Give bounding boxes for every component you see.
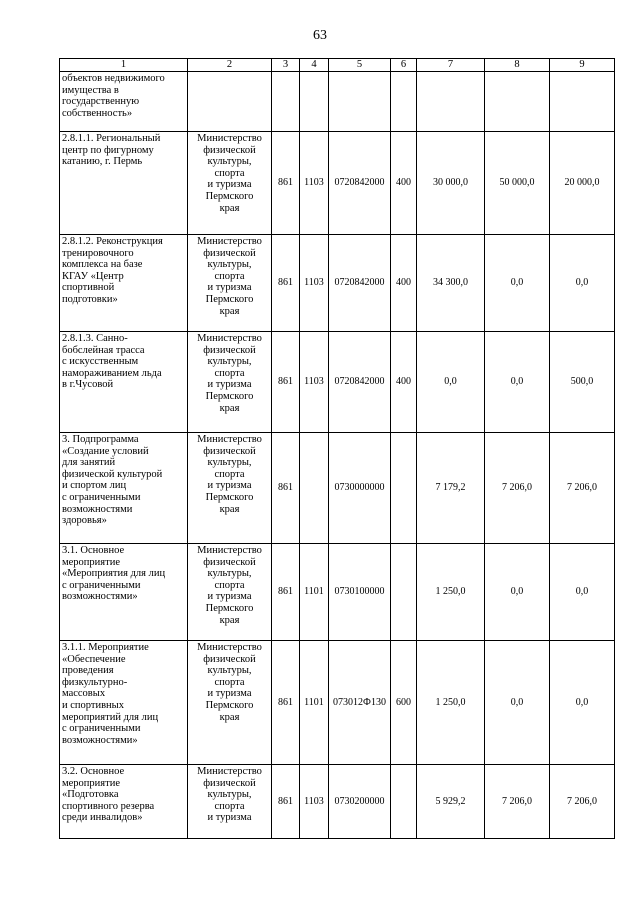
column-header: 4 [300, 59, 329, 72]
page-number: 63 [313, 28, 327, 43]
target-code-cell: 0730000000 [329, 433, 391, 544]
item-name: 2.8.1.1. Региональный центр по фигурному катанию, г. Пермь [60, 132, 188, 235]
expense-type-cell [391, 544, 417, 641]
section-cell: 1103 [300, 235, 329, 332]
amount-cell: 0,0 [550, 235, 615, 332]
amount-cell: 7 206,0 [550, 765, 615, 839]
table-row [60, 544, 615, 641]
table-row [60, 332, 615, 433]
item-name: 2.8.1.3. Санно- бобслейная трасса с искусственным намораживанием льда в г.Чусовой [60, 332, 188, 433]
column-header: 3 [272, 59, 300, 72]
ministry-cell: Министерство физической культуры, спорта и туризма Пермского края [188, 641, 272, 765]
amount-cell [550, 72, 615, 132]
column-header: 8 [485, 59, 550, 72]
amount-cell: 7 206,0 [485, 433, 550, 544]
amount-cell: 7 179,2 [417, 433, 485, 544]
amount-cell: 0,0 [417, 332, 485, 433]
ministry-cell: Министерство физической культуры, спорта и туризма Пермского края [188, 132, 272, 235]
target-code-cell: 0720842000 [329, 235, 391, 332]
amount-cell [417, 72, 485, 132]
section-cell [300, 433, 329, 544]
item-name: 2.8.1.2. Реконструкция тренировочного комплекса на базе КГАУ «Центр спортивной подготовки» [60, 235, 188, 332]
expense-type-cell [391, 765, 417, 839]
amount-cell: 30 000,0 [417, 132, 485, 235]
expense-type-cell: 400 [391, 235, 417, 332]
expense-type-cell: 600 [391, 641, 417, 765]
section-cell: 1103 [300, 332, 329, 433]
amount-cell: 1 250,0 [417, 544, 485, 641]
ministry-cell: Министерство физической культуры, спорта и туризма Пермского края [188, 332, 272, 433]
target-code-cell: 0730100000 [329, 544, 391, 641]
amount-cell: 7 206,0 [550, 433, 615, 544]
amount-cell: 0,0 [485, 641, 550, 765]
table-row [60, 235, 615, 332]
item-name: 3. Подпрограмма «Создание условий для занятий физической культурой и спортом лиц с ограниченными возможностями здоровья» [60, 433, 188, 544]
budget-table [59, 58, 615, 839]
code-cell: 861 [272, 132, 300, 235]
amount-cell: 5 929,2 [417, 765, 485, 839]
amount-cell: 0,0 [485, 235, 550, 332]
ministry-cell: Министерство физической культуры, спорта и туризма Пермского края [188, 235, 272, 332]
section-cell: 1103 [300, 132, 329, 235]
column-header: 9 [550, 59, 615, 72]
table-row [60, 433, 615, 544]
item-name: объектов недвижимого имущества в государственную собственность» [60, 72, 188, 132]
target-code-cell: 0720842000 [329, 332, 391, 433]
item-name: 3.2. Основное мероприятие «Подготовка спортивного резерва среди инвалидов» [60, 765, 188, 839]
amount-cell: 34 300,0 [417, 235, 485, 332]
amount-cell [485, 72, 550, 132]
target-code-cell: 0730200000 [329, 765, 391, 839]
amount-cell: 0,0 [550, 641, 615, 765]
column-header: 7 [417, 59, 485, 72]
section-cell: 1101 [300, 641, 329, 765]
amount-cell: 0,0 [550, 544, 615, 641]
column-number-row [60, 59, 615, 72]
expense-type-cell [391, 72, 417, 132]
amount-cell: 0,0 [485, 332, 550, 433]
item-name: 3.1.1. Мероприятие «Обеспечение проведения физкультурно- массовых и спортивных мероприятий для лиц с ограниченными возможностями» [60, 641, 188, 765]
target-code-cell [329, 72, 391, 132]
code-cell: 861 [272, 433, 300, 544]
column-header: 2 [188, 59, 272, 72]
amount-cell: 20 000,0 [550, 132, 615, 235]
section-cell: 1103 [300, 765, 329, 839]
ministry-cell: Министерство физической культуры, спорта и туризма Пермского края [188, 544, 272, 641]
section-cell [300, 72, 329, 132]
table-row [60, 72, 615, 132]
table-row [60, 132, 615, 235]
expense-type-cell: 400 [391, 132, 417, 235]
amount-cell: 7 206,0 [485, 765, 550, 839]
code-cell: 861 [272, 765, 300, 839]
ministry-cell [188, 72, 272, 132]
code-cell: 861 [272, 641, 300, 765]
ministry-cell: Министерство физической культуры, спорта и туризма [188, 765, 272, 839]
code-cell: 861 [272, 332, 300, 433]
expense-type-cell [391, 433, 417, 544]
amount-cell: 0,0 [485, 544, 550, 641]
table-row [60, 765, 615, 839]
amount-cell: 1 250,0 [417, 641, 485, 765]
target-code-cell: 0720842000 [329, 132, 391, 235]
code-cell [272, 72, 300, 132]
column-header: 5 [329, 59, 391, 72]
amount-cell: 500,0 [550, 332, 615, 433]
section-cell: 1101 [300, 544, 329, 641]
ministry-cell: Министерство физической культуры, спорта и туризма Пермского края [188, 433, 272, 544]
code-cell: 861 [272, 235, 300, 332]
item-name: 3.1. Основное мероприятие «Мероприятия для лиц с ограниченными возможностями» [60, 544, 188, 641]
table-row [60, 641, 615, 765]
expense-type-cell: 400 [391, 332, 417, 433]
amount-cell: 50 000,0 [485, 132, 550, 235]
column-header: 6 [391, 59, 417, 72]
target-code-cell: 073012Ф130 [329, 641, 391, 765]
column-header: 1 [60, 59, 188, 72]
code-cell: 861 [272, 544, 300, 641]
